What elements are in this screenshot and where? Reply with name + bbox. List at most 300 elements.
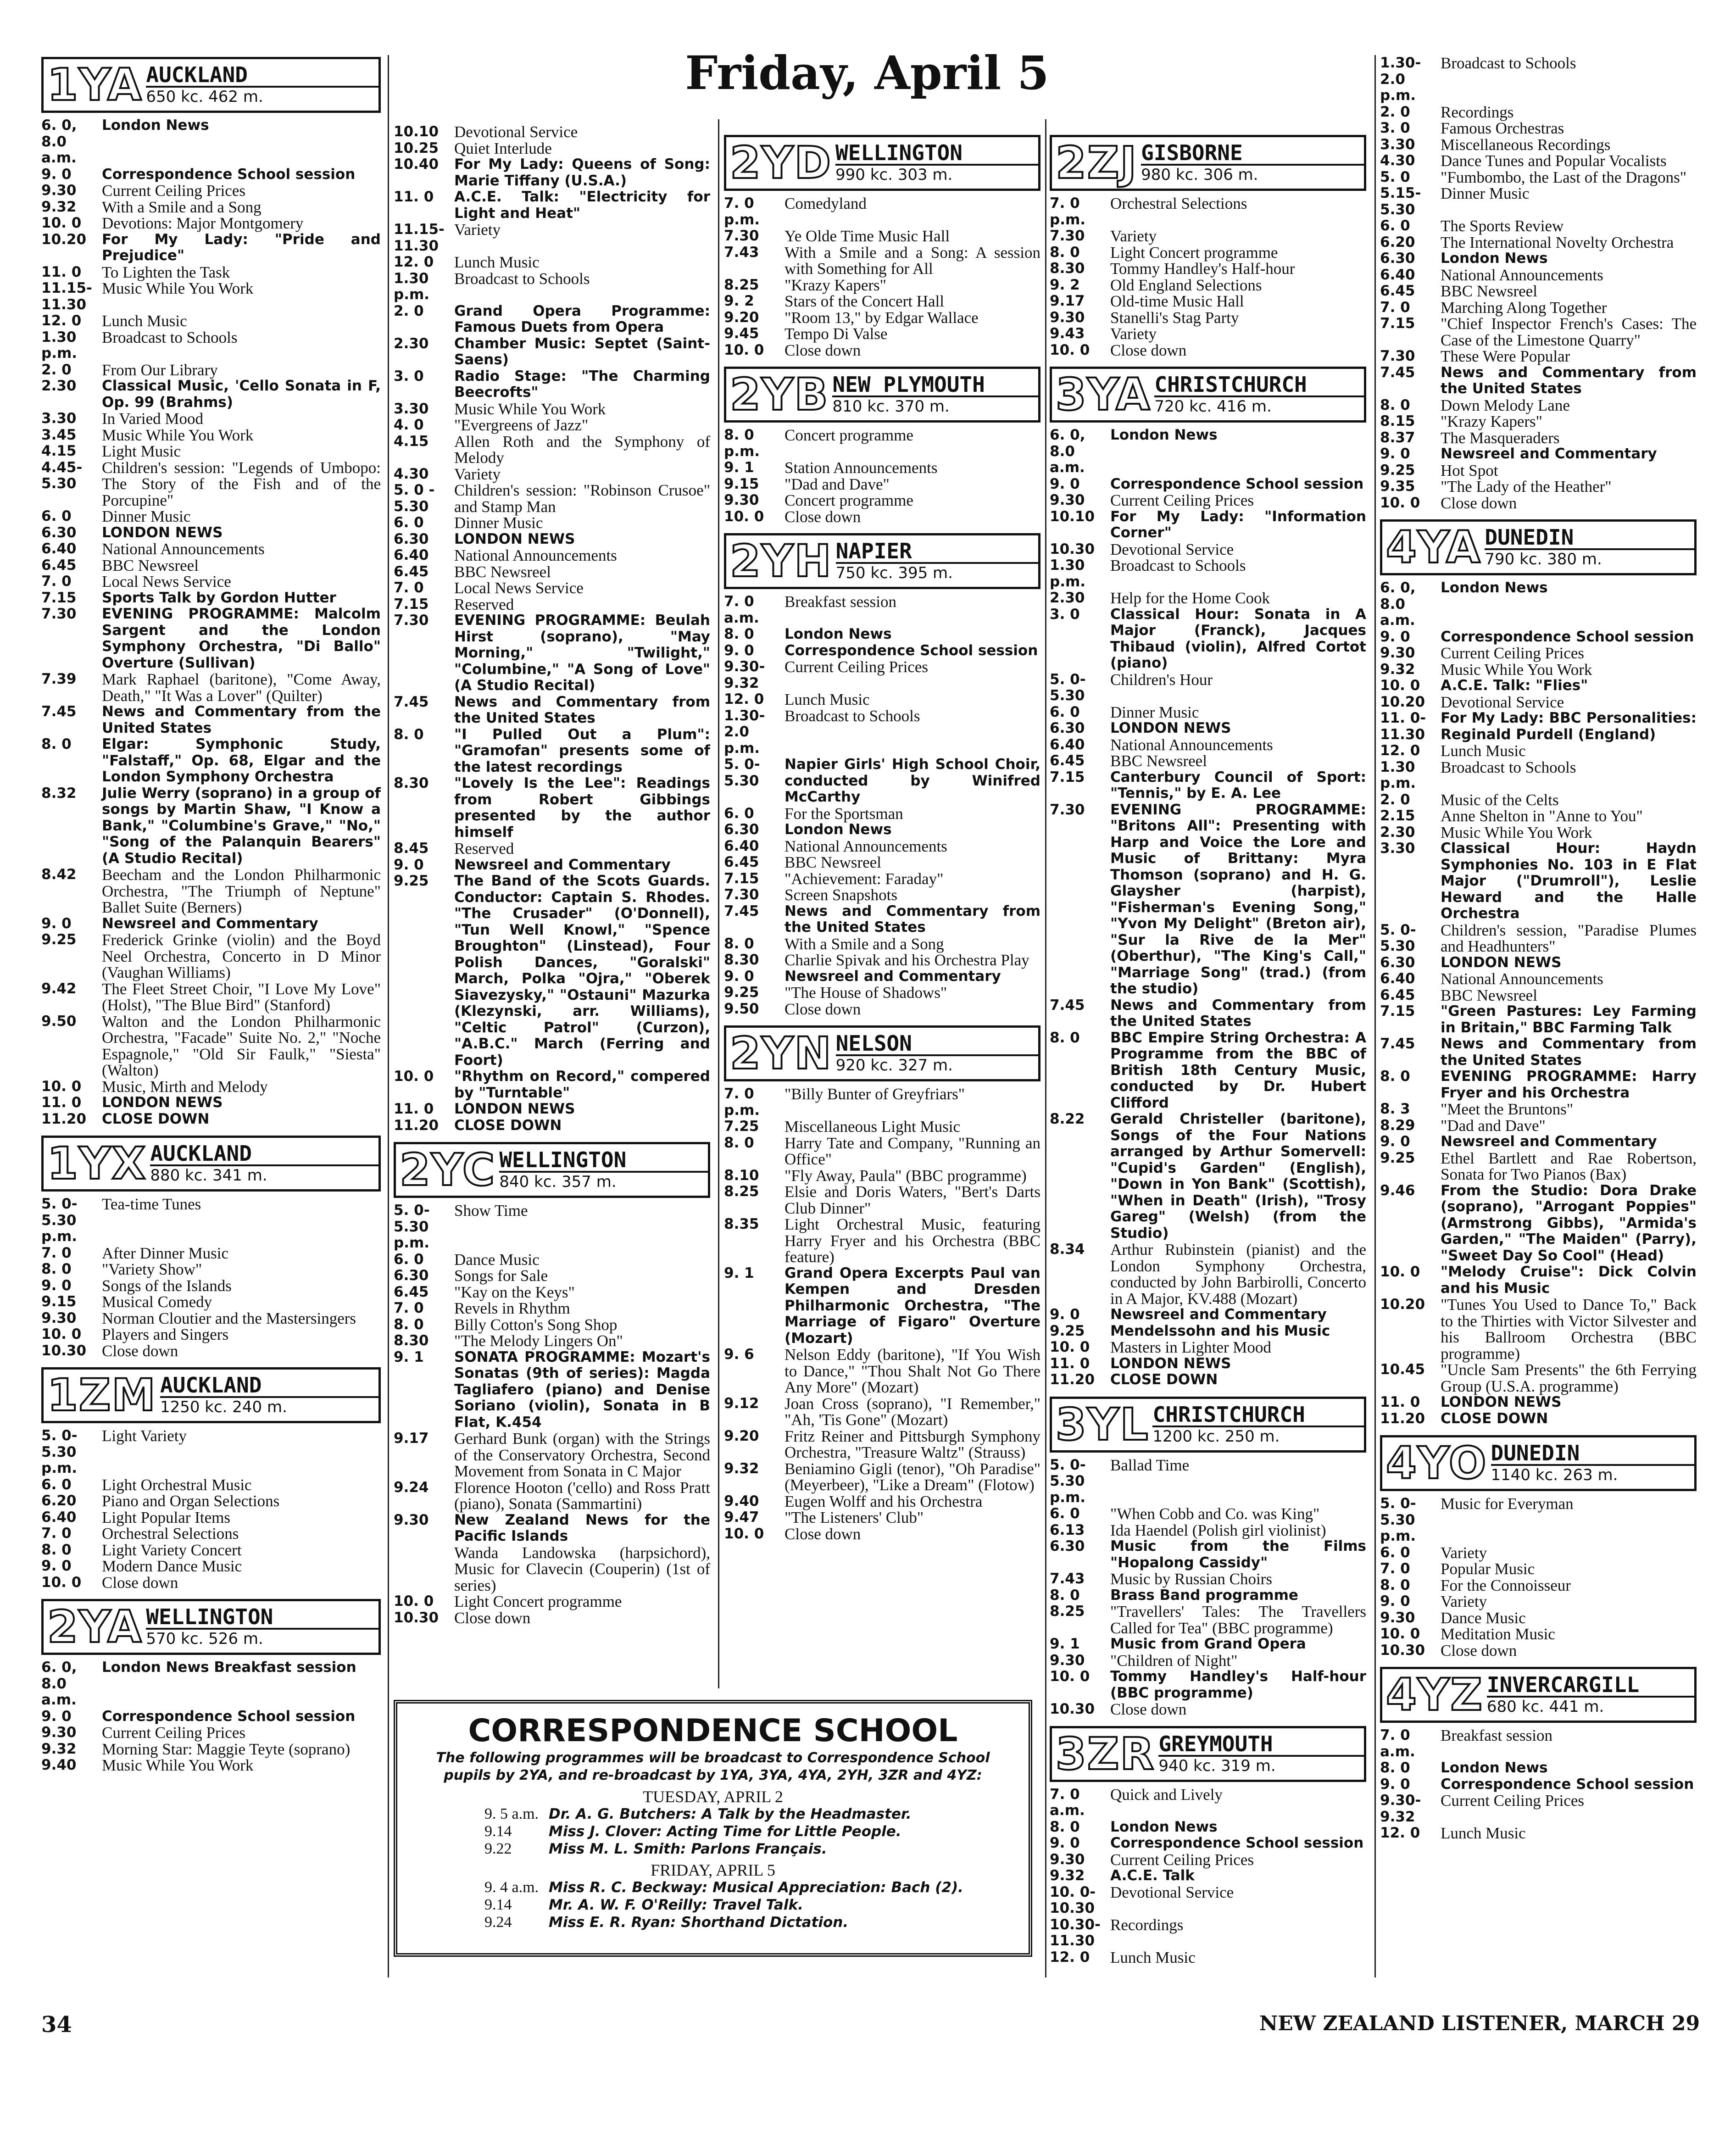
schedule-entry [1050,672,1366,704]
schedule-entry [41,183,381,199]
entry-programme: Correspondence School session [1441,628,1694,645]
entry-programme: Variety [1441,1543,1487,1562]
entry-programme: Comedyland [785,195,867,212]
entry-time: 9.17 [1050,293,1085,309]
entry-programme: Dance Music [454,1250,540,1269]
entry-time: 7. 0 [41,1525,72,1542]
entry-programme: Music While You Work [102,1756,254,1774]
entry-programme: Variety [1110,227,1157,245]
station-logo: 1YX [47,1138,147,1189]
entry-time: 4.15 [41,443,77,459]
schedule-entry [1380,234,1697,251]
schedule-entry [1380,1776,1697,1793]
station-city: INVERCARGILL [1487,1674,1694,1698]
correspondence-school-box [394,1700,1032,1957]
entry-time: 9.30 [394,1511,429,1528]
entry-programme: Gerhard Bunk (organ) with the Strings of the Conservatory Orchestra, Second Movement from Sonata in C Major [454,1430,710,1480]
spacer [724,525,1040,531]
entry-programme: "Green Pastures: Ley Farming in Britain," BBC Farming Talk [1441,1003,1697,1036]
schedule-entry [394,547,710,564]
entry-time: 9.40 [41,1757,77,1773]
column-4 [1050,133,1366,1972]
entry-time: 9.30 [1050,1652,1085,1669]
schedule-entry [1050,720,1366,737]
entry-time: 9.46 [1380,1182,1415,1199]
entry-programme: Correspondence School session [1110,1835,1364,1851]
entry-time: 4.30 [1380,152,1415,169]
schedule-list [41,1428,381,1597]
entry-time: 7. 0 a.m. [1050,1786,1085,1819]
schedule-entry [1380,971,1697,987]
entry-programme: Broadcast to Schools [102,328,238,346]
entry-time: 3.30 [394,400,429,417]
station-header-4ya [1380,519,1697,575]
entry-time: 10. 0 [1380,677,1420,694]
entry-time: 3. 0 [1050,606,1080,623]
entry-programme: To Lighten the Task [102,263,230,281]
schedule-entry [394,1203,710,1252]
entry-time: 7.45 [41,703,77,720]
schedule-entry [1380,1101,1697,1118]
schedule-entry [1050,1636,1366,1653]
schedule-entry [1050,476,1366,493]
schedule-entry [724,871,1040,887]
entry-programme: National Announcements [785,837,947,855]
schedule-entry [1050,1522,1366,1539]
schedule-entry [41,1542,381,1559]
entry-programme: Correspondence School session [1441,1776,1694,1793]
entry-programme: London News [785,626,892,642]
entry-time: 6. 0 [1050,1505,1080,1522]
entry-time: 3. 0 [394,368,424,384]
entry-time: 8. 0 [724,626,754,642]
entry-time: 6. 0 [1050,703,1080,720]
entry-time: 5. 0-5.30 [724,756,760,789]
entry-programme: LONDON NEWS [1110,1355,1231,1372]
schedule-entry [41,167,381,183]
entry-programme: From Our Library [102,361,218,379]
entry-programme: Broadcast to Schools [1110,557,1246,574]
schedule-entry [394,1118,710,1134]
entry-programme: Current Ceiling Prices [102,1724,246,1742]
schedule-entry [41,525,381,541]
schedule-entry [1050,1949,1366,1966]
entry-programme: Tommy Handley's Half-hour [1110,260,1295,278]
schedule-entry [1380,662,1697,678]
schedule-entry [724,659,1040,691]
schedule-entry [1380,759,1697,792]
entry-time: 9.20 [724,1427,759,1444]
schedule-entry [1380,185,1697,218]
entry-time: 8. 0 [394,1316,424,1333]
entry-time: 7.15 [1380,1003,1415,1019]
schedule-entry [1380,710,1697,743]
schedule-entry [1380,1626,1697,1643]
entry-programme: Brass Band programme [1110,1587,1298,1604]
entry-programme: Music While You Work [102,426,254,444]
schedule-list [41,1196,381,1365]
schedule-entry [1050,1653,1366,1669]
box-entry-talk: Dr. A. G. Butchers: A Talk by the Headmaster. [549,1806,912,1822]
entry-programme: Light Concert programme [454,1593,622,1610]
entry-programme: Broadcast to Schools [1441,758,1576,776]
schedule-entry [1050,590,1366,607]
station-city: AUCKLAND [146,64,378,88]
schedule-entry [394,1610,710,1626]
schedule-entry [724,936,1040,952]
entry-time: 5. 0-5.30 p.m. [394,1202,430,1251]
entry-time: 10. 0 [1050,1668,1090,1685]
entry-time: 6.20 [1380,234,1415,251]
schedule-entry [1050,769,1366,802]
schedule-entry [41,1326,381,1343]
entry-programme: Station Announcements [785,459,938,477]
box-title: CORRESPONDENCE SCHOOL [468,1713,958,1749]
entry-programme: "Children of Night" [1110,1651,1238,1670]
entry-time: 9. 0 [724,642,754,659]
schedule-entry [724,838,1040,855]
entry-programme: Florence Hooton ('cello) and Ross Pratt (piano), Sonata (Sammartini) [454,1478,710,1513]
station-header-4yz [1380,1667,1697,1723]
entry-programme: Eugen Wolff and his Orchestra [785,1492,983,1510]
entry-time: 9.15 [724,475,759,492]
box-entry-time: 9. 4 a.m. [484,1879,539,1896]
entry-time: 9.43 [1050,325,1085,342]
entry-time: 6.45 [394,563,429,580]
entry-time: 3.45 [41,426,77,443]
entry-programme: Newsreel and Commentary [102,915,318,932]
entry-programme: Players and Singers [102,1325,229,1343]
entry-programme: Ye Olde Time Music Hall [785,227,950,245]
schedule-entry [1050,541,1366,558]
entry-programme: Close down [785,1525,861,1543]
entry-time: 11.20 [1380,1410,1425,1427]
entry-time: 9. 2 [1050,276,1080,293]
schedule-entry [1050,245,1366,261]
entry-time: 5.15-5.30 [1380,185,1421,218]
entry-programme: Allen Roth and the Symphony of Melody [454,432,710,467]
schedule-entry [724,594,1040,626]
schedule-entry [1380,348,1697,365]
station-logo: 3ZR [1056,1728,1155,1780]
schedule-entry [41,1493,381,1509]
station-header-2yb [724,367,1040,423]
entry-time: 5. 0-5.30 p.m. [41,1196,78,1245]
entry-time: 6. 0 [394,1251,424,1268]
schedule-entry [724,887,1040,903]
column-divider [718,119,719,1688]
entry-time: 9.35 [1380,478,1415,495]
entry-time: 6.45 [1050,752,1085,769]
station-frequency: 980 kc. 306 m. [1141,166,1258,184]
entry-programme: Lunch Music [102,312,187,330]
entry-time: 6.40 [724,837,759,854]
entry-time: 8.32 [41,785,77,802]
box-entry-time: 9.14 [484,1823,512,1840]
schedule-entry [394,124,710,140]
schedule-entry [41,280,381,313]
entry-programme: Old England Selections [1110,276,1262,294]
entry-time: 1.30 p.m. [1380,758,1416,791]
entry-programme: Current Ceiling Prices [1441,644,1585,662]
schedule-entry [1050,1819,1366,1836]
station-logo: 3YA [1056,369,1151,420]
entry-time: 5. 0-5.30 [1380,921,1416,954]
station-city: DUNEDIN [1491,1442,1695,1466]
column-divider [1045,119,1046,1977]
box-entry [416,1840,1010,1858]
schedule-entry [394,1431,710,1480]
schedule-entry [724,806,1040,822]
box-entry-time: 9.22 [484,1840,512,1857]
entry-time: 11.15-11.30 [41,280,92,313]
entry-programme: Down Melody Lane [1441,396,1570,414]
entry-time: 12. 0 [1050,1949,1090,1966]
entry-time: 10.20 [1380,1296,1425,1313]
entry-programme: Concert programme [785,426,913,444]
schedule-entry [1050,1372,1366,1388]
entry-time: 8.25 [1050,1603,1085,1620]
station-header-2yd [724,135,1040,191]
entry-time: 10. 0 [394,1068,434,1085]
entry-time: 10. 0 [41,1574,82,1591]
entry-programme: With a Smile and a Song [102,198,262,216]
schedule-entry [394,841,710,857]
entry-time: 3. 0 [1380,120,1410,136]
entry-time: 10.20 [41,231,87,248]
schedule-entry [1050,1030,1366,1112]
schedule-entry [394,1593,710,1610]
entry-time: 4. 0 [394,417,424,433]
schedule-list [1380,580,1697,1433]
entry-programme: Breakfast session [785,593,896,611]
schedule-entry [724,277,1040,294]
entry-time: 7.15 [394,596,429,613]
schedule-entry [41,916,381,932]
entry-programme: Newsreel and Commentary [1441,1133,1657,1150]
entry-time: 9.12 [724,1395,759,1412]
station-frequency: 1200 kc. 250 m. [1152,1427,1280,1446]
station-frequency: 750 kc. 395 m. [835,564,953,582]
entry-time: 11. 0 [41,1094,82,1111]
entry-programme: Tempo Di Valse [785,325,888,343]
entry-programme: Charlie Spivak and his Orchestra Play [785,951,1029,969]
entry-time: 7. 0 p.m. [724,1086,760,1119]
station-frequency: 790 kc. 380 m. [1485,550,1602,568]
entry-time: 6.40 [41,540,77,557]
schedule-entry [724,1493,1040,1510]
schedule-entry [724,1119,1040,1135]
schedule-entry [1380,300,1697,316]
entry-time: 10. 0 [1050,341,1090,358]
entry-programme: Ethel Bartlett and Rae Robertson, Sonata for Two Pianos (Bax) [1441,1149,1697,1183]
schedule-entry [1050,509,1366,541]
schedule-entry [1050,1307,1366,1323]
entry-programme: Screen Snapshots [785,886,897,904]
entry-programme: Music for Everyman [1441,1495,1574,1513]
schedule-entry [41,427,381,444]
entry-time: 7.45 [394,693,429,710]
entry-time: 9. 0 [1050,475,1080,492]
schedule-entry [724,1001,1040,1018]
entry-time: 7.45 [1380,364,1415,381]
schedule-entry [1380,397,1697,414]
entry-programme: Orchestral Selections [102,1525,239,1542]
entry-time: 1.30-2.0 p.m. [724,707,765,757]
spacer [394,1626,710,1632]
entry-time: 6.45 [724,854,759,870]
entry-time: 7.30 [394,612,429,629]
station-frequency: 570 kc. 526 m. [146,1630,263,1648]
schedule-entry [41,1196,381,1245]
schedule-entry [724,228,1040,245]
schedule-entry [394,873,710,1069]
entry-programme: Devotions: Major Montgomery [102,214,304,232]
schedule-entry [1380,1496,1697,1545]
entry-time: 6.30 [1380,954,1415,971]
schedule-entry [394,1480,710,1512]
schedule-list [724,195,1040,365]
entry-programme: Masters in Lighter Mood [1110,1338,1271,1356]
entry-time: 8.45 [394,840,429,857]
schedule-entry [41,1245,381,1262]
entry-programme: For the Connoisseur [1441,1576,1571,1594]
entry-programme: Music from the Films "Hopalong Cassidy" [1110,1538,1366,1571]
schedule-entry [1050,1538,1366,1571]
entry-time: 5. 0 [1380,168,1410,185]
entry-time: 9. 1 [724,459,754,476]
box-entry [416,1879,1010,1896]
entry-programme: Breakfast session [1441,1726,1552,1744]
entry-programme: Tommy Handley's Half-hour (BBC programme) [1110,1668,1366,1701]
station-logo: 2YB [730,369,829,420]
station-frequency: 650 kc. 462 m. [146,88,263,106]
page-number: 34 [41,2012,72,2038]
schedule-entry [1050,1111,1366,1242]
entry-time: 9. 0 [41,166,72,183]
station-header-3ya [1050,367,1366,423]
schedule-entry [41,671,381,704]
schedule-entry [1380,1643,1697,1659]
schedule-entry [724,1168,1040,1184]
schedule-entry [1380,1362,1697,1394]
schedule-entry [41,378,381,411]
entry-programme: Newsreel and Commentary [1441,445,1657,462]
entry-time: 1.30 p.m. [394,270,430,303]
entry-programme: London News [1110,427,1218,443]
schedule-entry [1380,678,1697,694]
entry-time: 8. 0 [1050,1587,1080,1604]
box-entry-time: 9.24 [484,1914,512,1931]
station-header-3zr [1050,1726,1366,1782]
entry-programme: "Room 13," by Edgar Wallace [785,308,979,327]
entry-programme: Variety [1441,1593,1487,1610]
entry-programme: Reserved [454,595,514,613]
entry-time: 8. 0 [1380,396,1410,413]
entry-time: 7.45 [1050,997,1085,1013]
entry-programme: Concert programme [785,491,913,509]
entry-time: 11.20 [41,1110,87,1127]
schedule-entry [1380,1183,1697,1264]
entry-time: 11. 0 [41,263,82,280]
schedule-entry [724,1265,1040,1347]
entry-programme: Current Ceiling Prices [1110,491,1254,509]
schedule-entry [41,1757,381,1774]
entry-programme: London News [1110,1818,1218,1835]
entry-time: 7. 0 [394,1300,424,1316]
schedule-list [41,117,381,1134]
entry-programme: Music of the Celts [1441,791,1559,809]
entry-programme: "Variety Show" [102,1260,202,1278]
entry-time: 6.30 [41,524,77,541]
entry-programme: Children's session: "Robinson Crusoe" and Stamp Man [454,481,710,516]
entry-time: 9.30 [1050,492,1085,508]
schedule-entry [41,362,381,379]
entry-time: 8. 0 [1380,1760,1410,1776]
box-list [416,1879,1010,1931]
entry-time: 11. 0 [1050,1355,1090,1372]
station-frequency: 880 kc. 341 m. [150,1166,267,1185]
entry-time: 9. 0 [1050,1835,1080,1851]
entry-programme: "Travellers' Tales: The Travellers Called for Tea" (BBC programme) [1110,1603,1366,1637]
schedule-entry [41,1343,381,1359]
schedule-entry [394,336,710,368]
station-city: AUCKLAND [150,1142,378,1166]
entry-programme: "Melody Cruise": Dick Colvin and his Music [1441,1264,1697,1297]
entry-programme: Songs for Sale [454,1267,548,1285]
schedule-list [724,594,1040,1024]
entry-programme: Mark Raphael (baritone), "Come Away, Death," "It Was a Lover" (Quilter) [102,670,381,705]
entry-programme: Close down [1441,1641,1517,1659]
entry-time: 11.20 [1050,1371,1095,1388]
entry-time: 9. 0 [41,1277,72,1294]
schedule-entry [41,1111,381,1128]
box-list [416,1805,1010,1858]
entry-programme: SONATA PROGRAMME: Mozart's Sonatas (9th of series): Magda Tagliafero (piano) and Denise Soriano (violin), Sonata in B Flat, K.454 [454,1348,710,1431]
entry-time: 6.40 [1380,266,1415,283]
entry-time: 9.50 [41,1013,77,1030]
entry-programme: Hot Spot [1441,461,1498,479]
column-divider [388,55,389,1977]
entry-time: 9.25 [724,984,759,1001]
entry-time: 7.15 [41,589,77,606]
entry-programme: Local News Service [454,579,584,597]
entry-time: 7.43 [1050,1570,1085,1587]
entry-programme: "Chief Inspector French's Cases: The Case of the Limestone Quarry" [1441,315,1697,349]
entry-time: 6.30 [1050,1538,1085,1554]
schedule-entry [1050,997,1366,1030]
schedule-entry [1380,987,1697,1004]
entry-programme: Music from Grand Opera [1110,1636,1306,1652]
entry-time: 9.30 [41,182,77,199]
schedule-entry [1050,802,1366,997]
entry-programme: Beniamino Gigli (tenor), "Oh Paradise" (Meyerbeer), "Like a Dream" (Flotow) [785,1459,1040,1494]
entry-time: 10.30-11.30 [1050,1916,1101,1949]
schedule-entry [1380,1036,1697,1069]
entry-time: 2.30 [1380,824,1415,841]
schedule-entry [724,1509,1040,1526]
entry-time: 6.45 [1380,283,1415,299]
schedule-entry [724,492,1040,509]
entry-programme: LONDON NEWS [1441,1394,1562,1410]
entry-programme: Variety [1110,325,1157,343]
entry-programme: EVENING PROGRAMME: Harry Fryer and his Orchestra [1441,1068,1697,1101]
column-divider [1374,55,1376,1977]
schedule-entry [1380,1545,1697,1561]
schedule-entry [394,140,710,157]
station-frequency: 720 kc. 416 m. [1154,397,1272,416]
entry-programme: Grand Opera Excerpts Paul van Kempen and Dresden Philharmonic Orchestra, "The Marriage of Figaro" Overture (Mozart) [785,1264,1040,1347]
